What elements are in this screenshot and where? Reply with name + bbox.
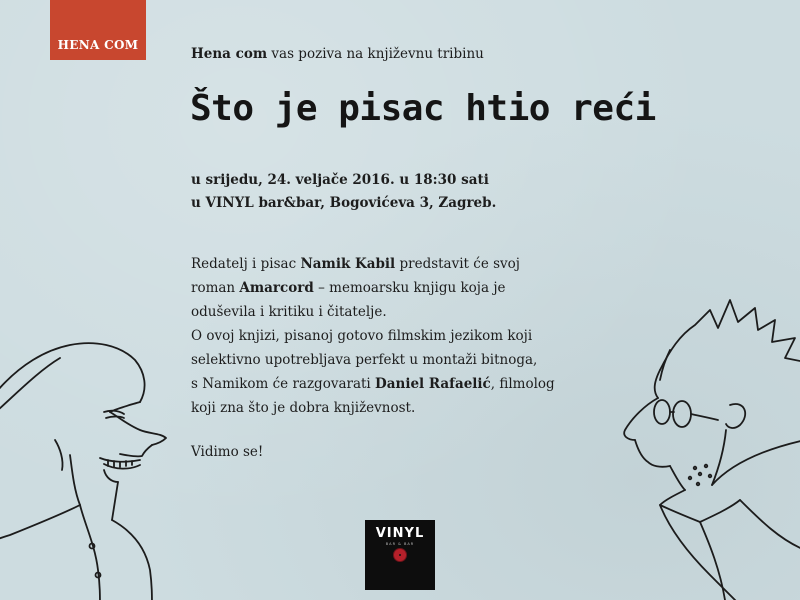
desc-text: roman <box>191 280 240 296</box>
book-title: Amarcord <box>239 280 314 296</box>
vinyl-record-icon <box>393 548 407 562</box>
desc-text: s Namikom će razgovarati <box>191 376 376 392</box>
desc-line-3: oduševila i kritiku i čitatelje. <box>191 304 387 320</box>
intro-text: vas poziva na književnu tribinu <box>267 46 484 62</box>
event-venue: u VINYL bar&bar, Bogovićeva 3, Zagreb. <box>191 195 497 211</box>
desc-text: predstavit će svoj <box>395 256 520 272</box>
desc-text: Redatelj i pisac <box>191 256 301 272</box>
desc-text: – memoarsku knjigu koja je <box>313 280 506 296</box>
event-description <box>191 252 611 420</box>
author-name: Namik Kabil <box>300 256 396 272</box>
brand-badge-text: HENA COM <box>57 38 139 52</box>
event-date: u srijedu, 24. veljače 2016. u 18:30 sati <box>191 172 489 188</box>
vinyl-logo-sub: BAR & BAR <box>385 542 415 546</box>
closing-text: Vidimo se! <box>191 444 264 460</box>
woman-sketch-illustration <box>0 330 190 600</box>
desc-line-4: O ovoj knjizi, pisanoj gotovo filmskim jezikom koji <box>191 328 533 344</box>
moderator-name: Daniel Rafaelić <box>375 376 491 392</box>
man-with-glasses-sketch-illustration <box>600 290 800 600</box>
desc-line-6 <box>191 372 611 396</box>
intro-org: Hena com <box>191 46 268 62</box>
event-title: Što je pisac htio reći <box>190 88 656 129</box>
desc-text: , filmolog <box>490 376 555 392</box>
vinyl-logo-name: VINYL <box>375 526 425 541</box>
desc-line-5: selektivno upotrebljava perfekt u montaži bitnoga, <box>191 352 538 368</box>
event-details <box>191 169 496 215</box>
brand-badge <box>50 0 146 60</box>
intro-line <box>191 46 484 62</box>
vinyl-logo <box>365 520 435 590</box>
desc-line-2 <box>191 276 611 300</box>
desc-line-1 <box>191 252 611 276</box>
desc-line-7: koji zna što je dobra književnost. <box>191 400 416 416</box>
